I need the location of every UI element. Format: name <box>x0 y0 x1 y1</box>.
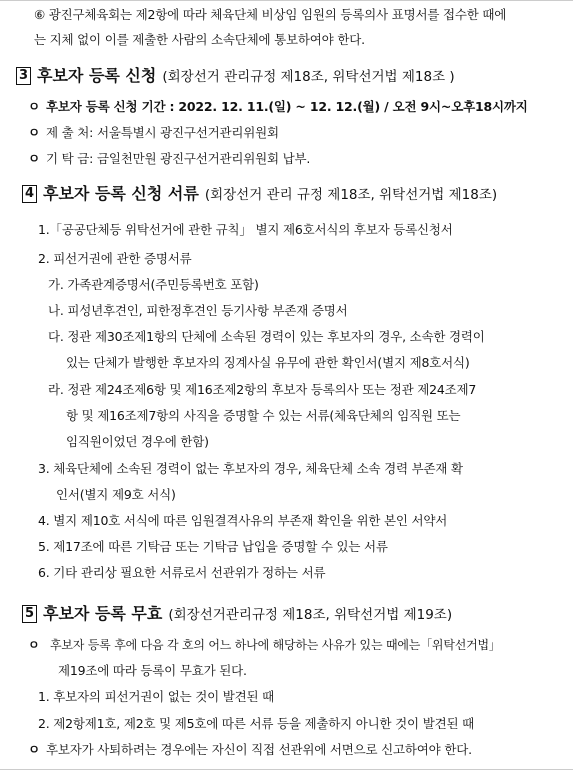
section-5-title: 후보자 등록 무효 <box>43 604 163 623</box>
bullet-mark: ㅇ <box>28 638 40 652</box>
sec5-bullet-1 <box>28 636 501 654</box>
sec4-item: 나. 피성년후견인, 피한정후견인 등기사항 부존재 증명서 <box>48 303 348 318</box>
bullet-text: 기 탁 금: 금일천만원 광진구선거관리위원회 납부. <box>46 151 311 166</box>
section-3-title: 후보자 등록 신청 <box>37 66 157 85</box>
section-3-heading <box>16 65 455 88</box>
section-3-reference: (회장선거 관리규정 제18조, 위탁선거법 제18조 ) <box>162 69 455 85</box>
section-4-heading <box>22 183 497 206</box>
bullet-mark: ㅇ <box>28 151 40 166</box>
section-5-heading <box>22 603 452 626</box>
sec4-item-cont: 인서(별지 제9호 서식) <box>56 487 176 502</box>
page-bottom-border <box>0 769 573 770</box>
bullet-text: 제 출 처: 서울특별시 광진구선거관리위원회 <box>46 125 279 140</box>
sec4-item: 4. 별지 제10호 서식에 따른 임원결격사유의 부존재 확인을 위한 본인 서약서 <box>38 513 448 528</box>
bullet-text: 후보자 등록 후에 다음 각 호의 어느 하나에 해당하는 사유가 있는 때에는「위탁선거법」 <box>50 638 501 652</box>
sec4-item: 다. 정관 제30조제1항의 단체에 소속된 경력이 있는 후보자의 경우, 소속한 경력이 <box>48 329 485 344</box>
sec4-item: 5. 제17조에 따른 기탁금 또는 기탁금 납입을 증명할 수 있는 서류 <box>38 539 388 554</box>
sec4-item-cont: 있는 단체가 발행한 후보자의 징계사실 유무에 관한 확인서(별지 제8호서식) <box>66 355 470 370</box>
sec4-item: 3. 체육단체에 소속된 경력이 없는 후보자의 경우, 체육단체 소속 경력 부존재 확 <box>38 461 463 476</box>
sec4-item: 1.「공공단체등 위탁선거에 관한 규칙」 별지 제6호서식의 후보자 등록신청서 <box>38 222 453 237</box>
sec4-item-cont: 임직원이었던 경우에 한함) <box>66 434 209 449</box>
section-5-number: 5 <box>22 605 37 623</box>
sec4-item: 6. 기타 관리상 필요한 서류로서 선관위가 정하는 서류 <box>38 565 326 580</box>
bullet-text: 후보자 등록 신청 기간 : 2022. 12. 11.(일) ~ 12. 12.(월) / 오전 9시~오후18시까지 <box>46 99 528 114</box>
sec4-item: 라. 정관 제24조제6항 및 제16조제2항의 후보자 등록의사 또는 정관 제24조제7 <box>48 382 477 397</box>
sec5-bullet-1-cont: 제19조에 따라 등록이 무효가 된다. <box>58 663 247 678</box>
sec3-bullet-office <box>28 124 279 142</box>
sec3-bullet-period <box>28 98 528 116</box>
section-3-number: 3 <box>16 67 31 85</box>
sec4-item-cont: 항 및 제16조제7항의 사직을 증명할 수 있는 서류(체육단체의 임직원 또는 <box>66 408 461 423</box>
sec5-item-1: 1. 후보자의 피선거권이 없는 것이 발견된 때 <box>38 689 275 704</box>
section-4-title: 후보자 등록 신청 서류 <box>43 184 199 203</box>
bullet-text: 후보자가 사퇴하려는 경우에는 자신이 직접 선관위에 서면으로 신고하여야 한다. <box>46 742 472 757</box>
section-5-reference: (회장선거관리규정 제18조, 위탁선거법 제19조) <box>168 607 453 623</box>
sec4-item: 가. 가족관계증명서(주민등록번호 포함) <box>48 277 259 292</box>
sec4-item: 2. 피선거권에 관한 증명서류 <box>38 251 192 266</box>
page-top-border <box>0 0 573 1</box>
sec5-bullet-2 <box>28 741 472 759</box>
sec5-item-2: 2. 제2항제1호, 제2호 및 제5호에 따른 서류 등을 제출하지 아니한 것이 발견된 때 <box>38 716 474 731</box>
bullet-mark: ㅇ <box>28 742 40 757</box>
intro-line-1: ⑥ 광진구체육회는 제2항에 따라 체육단체 비상임 임원의 등록의사 표명서를 접수한 때에 <box>34 7 507 22</box>
section-4-number: 4 <box>22 185 37 203</box>
section-4-reference: (회장선거 관리 규정 제18조, 위탁선거법 제18조) <box>204 187 498 203</box>
bullet-mark: ㅇ <box>28 125 40 140</box>
bullet-mark: ㅇ <box>28 99 40 114</box>
intro-line-2: 는 지체 없이 이를 제출한 사람의 소속단체에 통보하여야 한다. <box>34 32 365 47</box>
sec3-bullet-deposit <box>28 150 310 168</box>
